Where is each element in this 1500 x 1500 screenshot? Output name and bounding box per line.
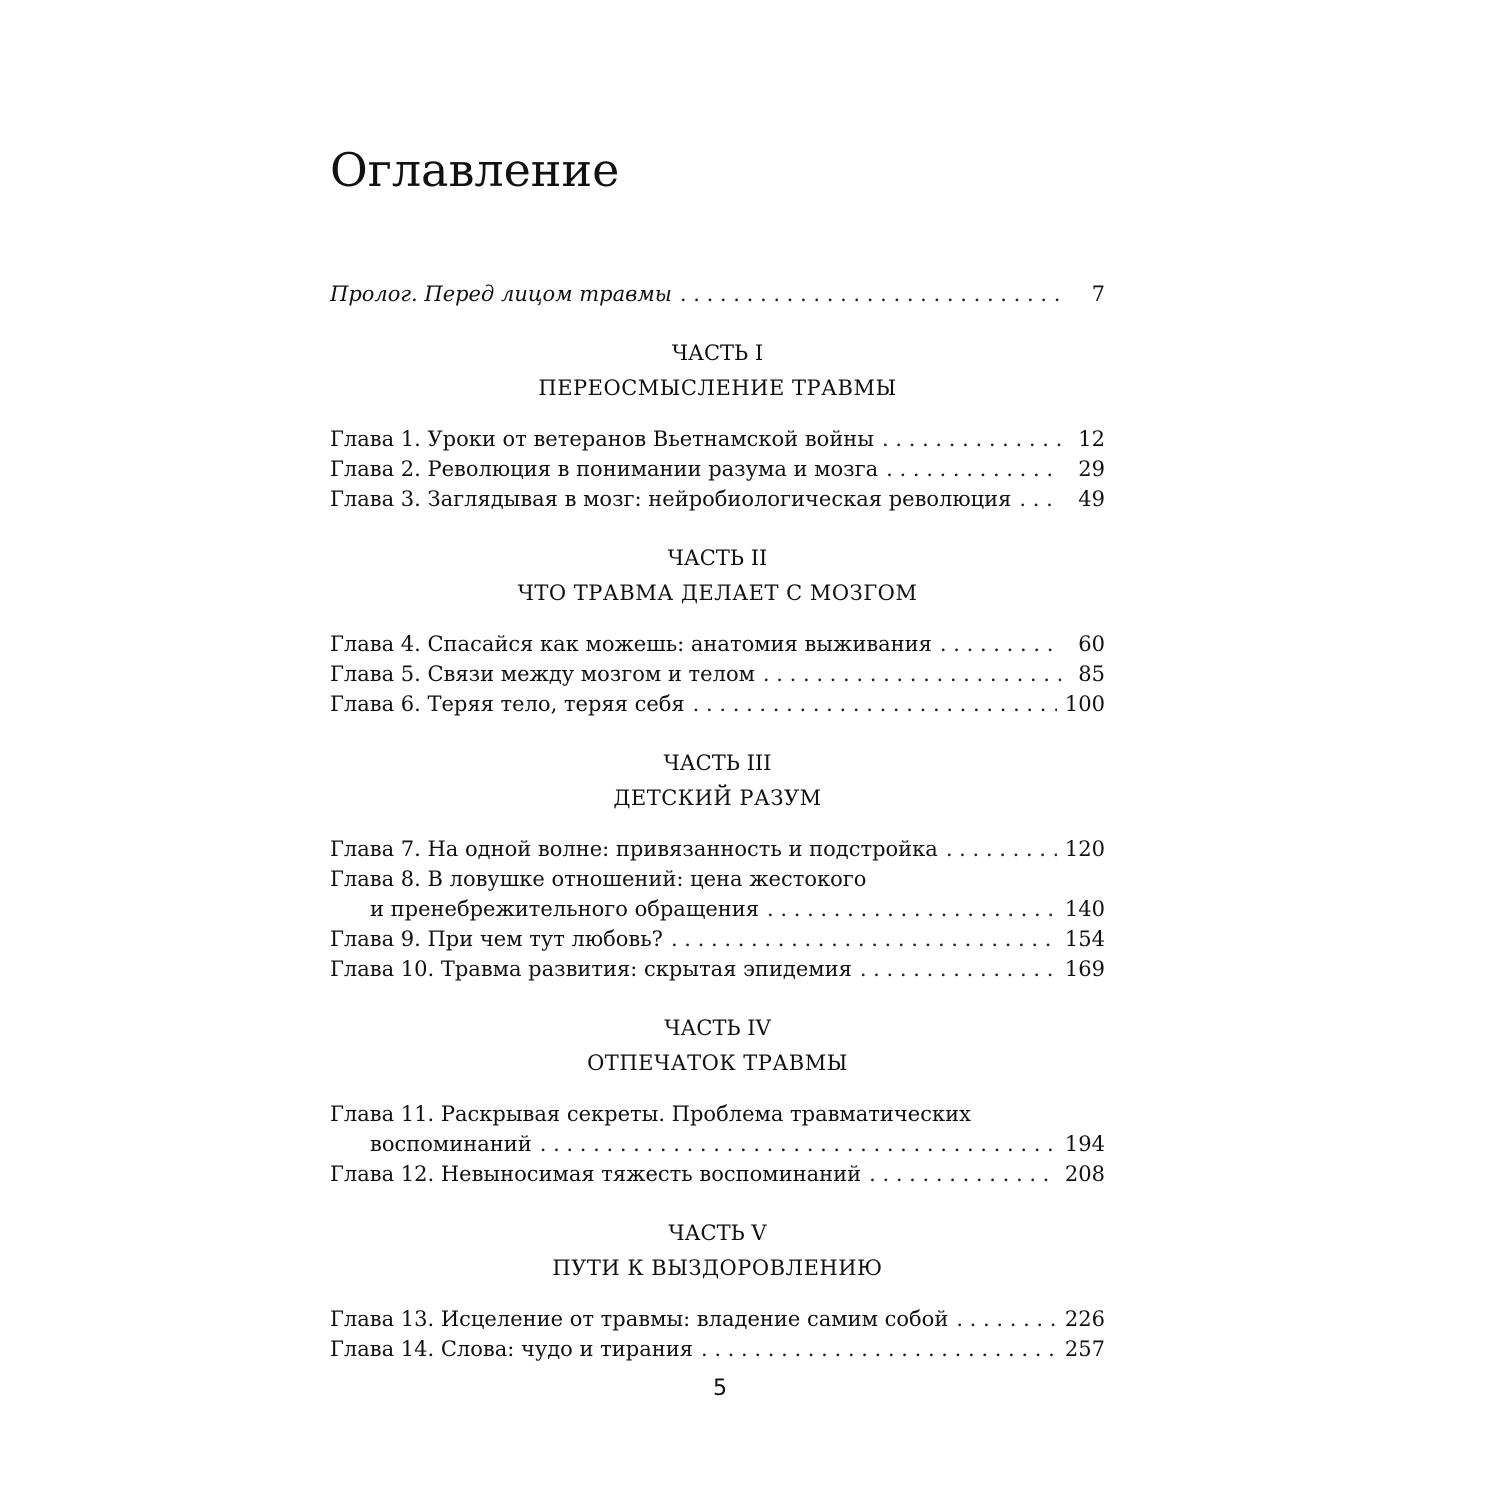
entry-title: Глава 11. Раскрывая секреты. Проблема травматических bbox=[330, 1102, 971, 1126]
toc-entry bbox=[330, 454, 1105, 484]
entry-page: 100 bbox=[1064, 692, 1105, 716]
part-heading bbox=[330, 1216, 1105, 1286]
table-of-contents bbox=[330, 279, 1105, 1364]
part-label: ЧАСТЬ I bbox=[671, 341, 764, 365]
entry-page: 257 bbox=[1064, 1337, 1105, 1361]
entry-title: Глава 13. Исцеление от травмы: владение самим собой bbox=[330, 1307, 949, 1331]
entry-title-continuation: воспоминаний bbox=[370, 1132, 532, 1156]
entry-title: Глава 10. Травма развития: скрытая эпидемия bbox=[330, 957, 852, 981]
entry-title: Глава 8. В ловушке отношений: цена жестокого bbox=[330, 867, 867, 891]
part-label: ЧАСТЬ V bbox=[668, 1221, 767, 1245]
part-label: ЧАСТЬ II bbox=[667, 546, 768, 570]
entry-page: 140 bbox=[1064, 897, 1105, 921]
dot-leader bbox=[869, 1159, 1057, 1189]
dot-leader bbox=[701, 1334, 1057, 1364]
entry-title-continuation: и пренебрежительного обращения bbox=[370, 897, 760, 921]
toc-entry bbox=[330, 659, 1105, 689]
dot-leader bbox=[693, 689, 1057, 719]
part-title: ЧТО ТРАВМА ДЕЛАЕТ С МОЗГОМ bbox=[517, 581, 918, 605]
dot-leader bbox=[680, 279, 1061, 309]
toc-entry bbox=[330, 1159, 1105, 1189]
dot-leader bbox=[763, 659, 1061, 689]
toc-entry bbox=[330, 834, 1105, 864]
part-title: ПЕРЕОСМЫСЛЕНИЕ ТРАВМЫ bbox=[538, 376, 897, 400]
dot-leader bbox=[767, 894, 1057, 924]
dot-leader bbox=[956, 1304, 1057, 1334]
entry-page: 154 bbox=[1064, 927, 1105, 951]
part-label: ЧАСТЬ IV bbox=[664, 1016, 771, 1040]
entry-title: Глава 1. Уроки от ветеранов Вьетнамской войны bbox=[330, 427, 875, 451]
entry-page: 208 bbox=[1064, 1162, 1105, 1186]
entry-title: Глава 6. Теряя тело, теряя себя bbox=[330, 692, 685, 716]
entry-page: 85 bbox=[1078, 662, 1105, 686]
part-heading bbox=[330, 746, 1105, 816]
part-label: ЧАСТЬ III bbox=[663, 751, 772, 775]
entry-title: Глава 14. Слова: чудо и тирания bbox=[330, 1337, 693, 1361]
toc-entry bbox=[330, 924, 1105, 954]
entry-title: Глава 5. Связи между мозгом и телом bbox=[330, 662, 755, 686]
toc-entry bbox=[330, 424, 1105, 454]
entry-title: Глава 4. Спасайся как можешь: анатомия выживания bbox=[330, 632, 932, 656]
dot-leader bbox=[940, 629, 1061, 659]
entry-page: 226 bbox=[1064, 1307, 1105, 1331]
entry-title: Глава 7. На одной волне: привязанность и подстройка bbox=[330, 837, 938, 861]
part-title: ДЕТСКИЙ РАЗУМ bbox=[613, 786, 822, 810]
dot-leader bbox=[860, 954, 1057, 984]
toc-entry bbox=[330, 954, 1105, 984]
part-heading bbox=[330, 1011, 1105, 1081]
part-title: ПУТИ К ВЫЗДОРОВЛЕНИЮ bbox=[552, 1256, 883, 1280]
toc-entry bbox=[330, 1129, 1105, 1159]
entry-page: 169 bbox=[1064, 957, 1105, 981]
dot-leader bbox=[540, 1129, 1057, 1159]
part-heading bbox=[330, 336, 1105, 406]
entry-page: 49 bbox=[1078, 487, 1105, 511]
dot-leader bbox=[671, 924, 1057, 954]
entry-page: 12 bbox=[1078, 427, 1105, 451]
page-number: 5 bbox=[713, 1376, 727, 1401]
toc-entry bbox=[330, 484, 1105, 514]
dot-leader bbox=[882, 424, 1061, 454]
toc-entry bbox=[330, 1334, 1105, 1364]
entry-page: 29 bbox=[1078, 457, 1105, 481]
toc-entry bbox=[330, 689, 1105, 719]
entry-title: Пролог. Перед лицом травмы bbox=[330, 282, 672, 306]
toc-entry bbox=[330, 629, 1105, 659]
toc-entry bbox=[330, 894, 1105, 924]
dot-leader bbox=[946, 834, 1057, 864]
toc-entry bbox=[330, 1304, 1105, 1334]
part-title: ОТПЕЧАТОК ТРАВМЫ bbox=[587, 1051, 848, 1075]
entry-title: Глава 3. Заглядывая в мозг: нейробиологическая революция bbox=[330, 487, 1012, 511]
dot-leader bbox=[1019, 484, 1061, 514]
entry-title: Глава 12. Невыносимая тяжесть воспоминаний bbox=[330, 1162, 862, 1186]
entry-page: 7 bbox=[1091, 282, 1105, 306]
entry-page: 60 bbox=[1078, 632, 1105, 656]
entry-title: Глава 2. Революция в понимании разума и мозга bbox=[330, 457, 879, 481]
page-title: Оглавление bbox=[330, 143, 620, 197]
part-heading bbox=[330, 541, 1105, 611]
toc-entry-prologue bbox=[330, 279, 1105, 309]
entry-page: 194 bbox=[1064, 1132, 1105, 1156]
entry-page: 120 bbox=[1064, 837, 1105, 861]
dot-leader bbox=[886, 454, 1061, 484]
entry-title: Глава 9. При чем тут любовь? bbox=[330, 927, 663, 951]
